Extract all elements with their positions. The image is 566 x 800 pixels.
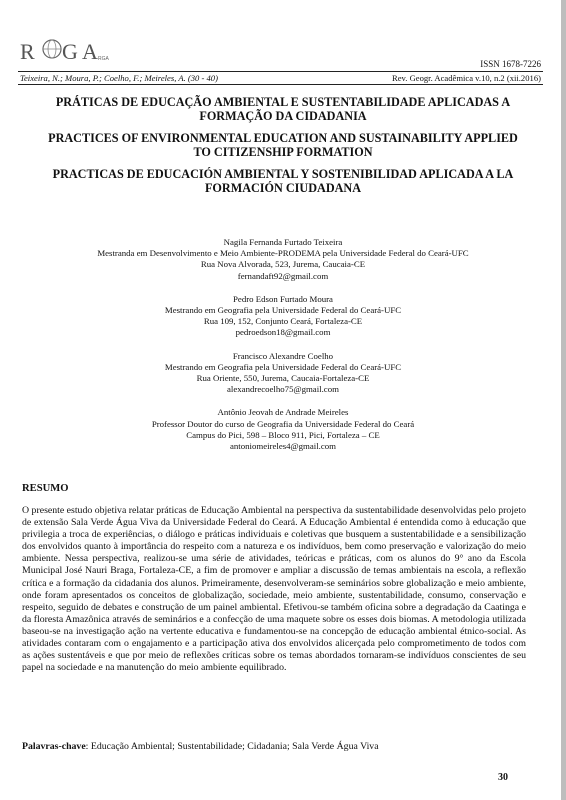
author-affiliation: Mestrando em Geografia pela Universidade Federal do Ceará-UFC <box>164 305 402 316</box>
rga-logo-icon <box>18 35 128 67</box>
author-address: Rua Nova Alvorada, 523, Jurema, Caucaia-CE <box>200 259 366 270</box>
author-address: Rua Oriente, 550, Jurema, Caucaia-Fortaleza-CE <box>196 373 370 384</box>
author-email[interactable]: antoniomeireles4@gmail.com <box>229 441 337 452</box>
author-name: Antônio Jeovah de Andrade Meireles <box>217 407 349 418</box>
title-portuguese: PRÁTICAS DE EDUCAÇÃO AMBIENTAL E SUSTENTABILIDADE APLICADAS A FORMAÇÃO DA CIDADANIA <box>55 95 511 123</box>
author-address: Campus do Pici, 598 – Bloco 911, Pici, Fortaleza – CE <box>186 429 380 440</box>
keywords-text: : Educação Ambiental; Sustentabilidade; Cidadania; Sala Verde Água Viva <box>85 741 379 752</box>
author-list <box>40 237 526 464</box>
author-email[interactable]: fernandaft92@gmail.com <box>237 270 329 281</box>
author-block <box>40 237 526 282</box>
svg-text:A: A <box>82 39 98 64</box>
author-email[interactable]: pedroedson18@gmail.com <box>235 327 331 338</box>
author-name: Nagila Fernanda Furtado Teixeira <box>223 237 343 247</box>
issn-label: ISSN 1678-7226 <box>480 59 541 69</box>
abstract-text: O presente estudo objetiva relatar práticas de Educação Ambiental na perspectiva da sustentabilidade desenvolvidas pelo projeto de extensão Sala Verde Água Viva da Universidade Federal do Ceará. A Educação Ambiental é entendida como à educação que privilegia a troca de experiências, o diálogo e práticas individuais e coletivas que busquem a sustentabilidade e a sensibilização dos envolvidos quanto à importância do respeito com a natureza e os indivíduos, bem como preservação e valorização do meio ambiente. Nessa perspectiva, realizou-se uma série de atividades, teóricas e práticas, com os alunos do 9° ano da Escola Municipal José Nauri Braga, Fortaleza-CE, a fim de promover e ampliar a discussão de temas ambientais na escola, a reflexão crítica e a formação da cidadania dos alunos. Primeiramente, desenvolveram-se seminários sobre globalização e meio ambiente, onde foram apresentados os conceitos de globalização, sociedade, meio ambiente, sustentabilidade, consumo, conservação e respeito, seguido de debates e construção de um painel ambiental. Efetivou-se também oficina sobre a degradação da Caatinga e da floresta Amazônica através de seminários e a confecção de uma maquete sobre os esses dois biomas. A metodologia utilizada baseou-se na investigação ação na vertente educativa e fundamentou-se na concepção de educação ambiental étnico-social. As atividades contaram com o engajamento e a participação ativa dos envolvidos alicerçada pelo comprometimento de todos com as ações sustentáveis e que por meio de reflexões críticas sobre os temas abordados tornaram-se indivíduos conscientes de seu papel na sociedade e na manutenção do meio ambiente equilibrado. <box>22 505 526 674</box>
running-header <box>18 71 543 85</box>
author-email[interactable]: alexandrecoelho75@gmail.com <box>227 384 339 395</box>
page-number: 30 <box>498 772 508 783</box>
title-spanish: PRACTICAS DE EDUCACIÓN AMBIENTAL Y SOSTENIBILIDAD APLICADA A LA FORMACIÓN CIUDADANA <box>52 167 514 195</box>
author-address: Rua 109, 152, Conjunto Ceará, Fortaleza-CE <box>203 316 363 327</box>
title-block <box>40 96 526 204</box>
svg-text:G: G <box>62 39 78 64</box>
title-english: PRACTICES OF ENVIRONMENTAL EDUCATION AND SUSTAINABILITY APPLIED TO CITIZENSHIP FORMATION <box>48 131 518 159</box>
abstract-heading: RESUMO <box>22 483 69 494</box>
running-header-journal: Rev. Geogr. Acadêmica v.10, n.2 (xii.2016) <box>391 73 541 83</box>
author-affiliation: Mestranda em Desenvolvimento e Meio Ambiente-PRODEMA pela Universidade Federal do Ceará-UFC <box>97 248 469 259</box>
keywords-label: Palavras-chave <box>22 741 86 752</box>
keywords-line <box>22 741 526 752</box>
author-affiliation: Professor Doutor do curso de Geografia da Universidade Federal do Ceará <box>151 418 415 429</box>
svg-text:RGA: RGA <box>98 56 109 62</box>
author-block <box>40 407 526 452</box>
author-block <box>40 294 526 339</box>
author-block <box>40 351 526 396</box>
svg-text:R: R <box>20 39 35 64</box>
author-affiliation: Mestrando em Geografia pela Universidade Federal do Ceará-UFC <box>164 361 402 372</box>
author-name: Pedro Edson Furtado Moura <box>233 293 333 304</box>
journal-logo <box>18 35 128 67</box>
page-edge-shadow <box>561 0 566 800</box>
running-header-authors: Teixeira, N.; Moura, P.; Coelho, F.; Meireles, A. (30 - 40) <box>20 73 218 83</box>
author-name: Francisco Alexandre Coelho <box>232 350 334 361</box>
